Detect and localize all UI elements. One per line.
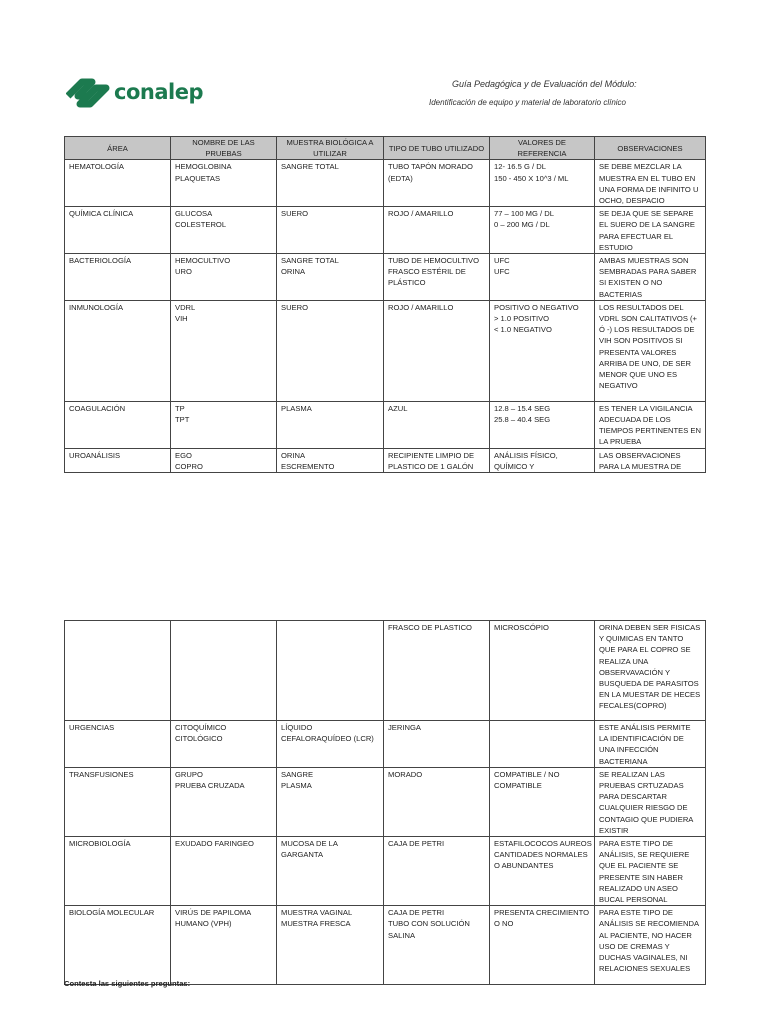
cell-line: VDRL [175, 302, 196, 312]
tests-cell [171, 300, 277, 401]
area-label: URGENCIAS [69, 723, 115, 732]
table-row [65, 300, 706, 401]
cell-line: TUBO CON SOLUCIÓN [388, 919, 470, 929]
cell-line: ROJO / AMARILLO [388, 302, 454, 312]
area-label: INMUNOLOGÍA [69, 302, 124, 312]
cell-line: MORADO [388, 769, 423, 779]
module-guide-title: Guía Pedagógica y de Evaluación del Módulo: [452, 79, 637, 89]
cell-line: SANGRE TOTAL [281, 256, 339, 266]
observation-text: PARA ESTE TIPO DE ANÁLISIS SE RECOMIENDA AL PACIENTE, NO HACER USO DE CREMAS Y DUCHAS VAGINALES, NI RELACIONES SEXUALES [599, 908, 699, 974]
observations-cell [595, 300, 706, 401]
tests-cell [171, 448, 277, 472]
cell-line: JERINGA [388, 723, 421, 732]
tube-cell [384, 448, 490, 472]
cell-line: 77 – 100 MG / DL [494, 209, 554, 219]
observation-text: ORINA DEBEN SER FISICAS Y QUIMICAS EN TANTO QUE PARA EL COPRO SE REALIZA UNA OBSERVAVACIÓN Y BUSQUEDA DE PARASITOS EN LA MUESTAR DE HECES FECALES(COPRO) [599, 623, 701, 711]
tests-cell [171, 160, 277, 207]
observation-text: PARA ESTE TIPO DE ANÁLISIS, SE REQUIERE QUE EL PACIENTE SE PRESENTE SIN HABER REALIZADO UN ASEO BUCAL PERSONAL [599, 839, 690, 905]
tube-cell [384, 767, 490, 836]
observations-cell [595, 254, 706, 301]
tube-cell [384, 207, 490, 254]
area-label: BIOLOGÍA MOLECULAR [69, 908, 155, 918]
col-header: NOMBRE DE LAS PRUEBAS [171, 137, 277, 160]
cell-line: CEFALORAQUÍDEO (LCR) [281, 734, 374, 744]
reference-cell [490, 767, 595, 836]
reference-cell [490, 448, 595, 472]
cell-line: TUBO TAPÓN MORADO [388, 162, 473, 172]
cell-line: CAJA DE PETRI [388, 908, 445, 918]
observations-cell [595, 906, 706, 985]
cell-line: MUCOSA DE LA [281, 839, 338, 849]
table-row [65, 448, 706, 472]
area-label: TRANSFUSIONES [69, 769, 134, 779]
observations-cell [595, 160, 706, 207]
col-header: MUESTRA BIOLÓGICA A UTILIZAR [277, 137, 384, 160]
area-cell [65, 767, 171, 836]
area-cell [65, 207, 171, 254]
cell-line: COMPATIBLE [494, 781, 542, 791]
sample-cell [277, 207, 384, 254]
cell-line: PLASMA [281, 781, 312, 791]
observation-text: ES TENER LA VIGILANCIA ADECUADA DE LOS TIEMPOS PERTINENTES EN LA PRUEBA [599, 403, 701, 447]
cell-line: PLÁSTICO [388, 278, 426, 288]
table-row [65, 767, 706, 836]
observations-cell [595, 837, 706, 906]
cell-line: MICROSCÓPIO [494, 623, 549, 632]
cell-line: UFC [494, 267, 510, 277]
cell-line: 0 – 200 MG / DL [494, 220, 550, 230]
cell-line: FRASCO DE PLASTICO [388, 623, 472, 632]
sample-cell [277, 300, 384, 401]
cell-line: 12.8 – 15.4 SEG [494, 403, 551, 413]
tube-cell [384, 906, 490, 985]
questions-prompt: Contesta las siguientes preguntas: [64, 979, 191, 988]
area-cell [65, 906, 171, 985]
area-cell [65, 300, 171, 401]
tube-cell [384, 300, 490, 401]
observations-cell [595, 721, 706, 768]
cell-line: > 1.0 POSITIVO [494, 314, 550, 324]
cell-line: GLUCOSA [175, 209, 213, 219]
module-subtitle: Identificación de equipo y material de laboratorio clínico [429, 98, 627, 107]
sample-cell [277, 254, 384, 301]
conalep-emblem-icon [66, 74, 110, 110]
cell-line: (EDTA) [388, 173, 413, 183]
tests-cell [171, 837, 277, 906]
cell-line: ORINA [281, 450, 306, 460]
tube-cell [384, 837, 490, 906]
cell-line: GARGANTA [281, 850, 324, 860]
col-header: ÁREA [65, 137, 171, 160]
cell-line: CAJA DE PETRI [388, 839, 445, 849]
observation-text: SE REALIZAN LAS PRUEBAS CRTUZADAS PARA DESCARTAR CUALQUIER RIESGO DE CONTAGIO QUE PUDIERA EXISTIR [599, 769, 693, 835]
observation-text: ESTE ANÁLISIS PERMITE LA IDENTIFICACIÓN DE UNA INFECCIÓN BACTERIANA [599, 723, 691, 766]
table-row [65, 207, 706, 254]
sample-cell [277, 721, 384, 768]
area-label: QUÍMICA CLÍNICA [69, 209, 134, 219]
cell-line: TPT [175, 415, 190, 425]
cell-line: GRUPO [175, 769, 203, 779]
cell-line: PLASMA [281, 403, 312, 413]
cell-line: URO [175, 267, 192, 277]
observation-text: LAS OBSERVACIONES PARA LA MUESTRA DE [599, 450, 682, 471]
tube-cell [384, 254, 490, 301]
area-cell [65, 621, 171, 721]
cell-line: PLASTICO DE 1 GALÓN [388, 461, 474, 471]
cell-line: HEMOCULTIVO [175, 256, 231, 266]
reference-cell [490, 401, 595, 448]
sample-cell [277, 906, 384, 985]
col-header: TIPO DE TUBO UTILIZADO [384, 137, 490, 160]
cell-line: VIRÚS DE PAPILOMA [175, 908, 252, 918]
cell-line: < 1.0 NEGATIVO [494, 325, 552, 335]
brand-name: conalep [114, 80, 203, 104]
observation-text: SE DEBE MEZCLAR LA MUESTRA EN EL TUBO EN UNA FORMA DE INFINITO U OCHO, DESPACIO [599, 162, 699, 206]
cell-line: MUESTRA VAGINAL [281, 908, 353, 918]
table-header-row [65, 137, 706, 160]
tests-cell [171, 207, 277, 254]
cell-line: QUÍMICO Y [494, 461, 535, 471]
table-row [65, 621, 706, 721]
tests-cell [171, 401, 277, 448]
observation-text: LOS RESULTADOS DEL VDRL SON CALITATIVOS (+ Ó -) LOS RESULTADOS DE VIH SON POSITIVOS SI PRESENTA VALORES ARRIBA DE UNO, DE SER MENOR QUE UNO ES NEGATIVO [599, 302, 697, 391]
observations-cell [595, 767, 706, 836]
cell-line: PRESENTA CRECIMIENTO [494, 908, 590, 918]
area-cell [65, 448, 171, 472]
area-cell [65, 837, 171, 906]
tube-cell [384, 721, 490, 768]
observations-cell [595, 207, 706, 254]
cell-line: SALINA [388, 930, 416, 940]
sample-cell [277, 160, 384, 207]
cell-line: 150 - 450 X 10^3 / ML [494, 173, 569, 183]
cell-line: SUERO [281, 302, 309, 312]
observations-cell [595, 448, 706, 472]
area-cell [65, 254, 171, 301]
cell-line: UFC [494, 256, 510, 266]
table-row [65, 721, 706, 768]
cell-line: COMPATIBLE / NO [494, 769, 560, 779]
cell-line: VIH [175, 314, 188, 324]
reference-cell [490, 160, 595, 207]
observations-cell [595, 401, 706, 448]
cell-line: O NO [494, 919, 514, 929]
cell-line: SUERO [281, 209, 309, 219]
cell-line: AZUL [388, 403, 408, 413]
area-cell [65, 401, 171, 448]
area-label: BACTERIOLOGÍA [69, 256, 132, 266]
reference-cell [490, 906, 595, 985]
cell-line: 12- 16.5 G / DL [494, 162, 546, 172]
tests-cell [171, 906, 277, 985]
cell-line: 25.8 – 40.4 SEG [494, 415, 551, 425]
tests-cell [171, 254, 277, 301]
cell-line: COLESTEROL [175, 220, 227, 230]
sample-cell [277, 621, 384, 721]
cell-line: ORINA [281, 267, 306, 277]
tube-cell [384, 401, 490, 448]
table-row [65, 254, 706, 301]
cell-line: ANÁLISIS FÍSICO, [494, 450, 558, 460]
lab-table-page2 [64, 620, 706, 985]
col-header: VALORES DE REFERENCIA [490, 137, 595, 160]
cell-line: HEMOGLOBINA [175, 162, 232, 172]
reference-cell [490, 721, 595, 768]
observation-text: AMBAS MUESTRAS SON SEMBRADAS PARA SABER SI EXISTEN O NO BACTERIAS [599, 256, 697, 299]
table-row [65, 837, 706, 906]
area-label: HEMATOLOGÍA [69, 162, 124, 172]
cell-line: RECIPIENTE LIMPIO DE [388, 450, 475, 460]
cell-line: ESTAFILOCOCOS AUREOS [494, 839, 592, 849]
reference-cell [490, 207, 595, 254]
sample-cell [277, 837, 384, 906]
cell-line: TUBO DE HEMOCULTIVO [388, 256, 479, 266]
reference-cell [490, 621, 595, 721]
cell-line: CANTIDADES NORMALES [494, 850, 588, 860]
area-label: UROANÁLISIS [69, 450, 121, 460]
sample-cell [277, 401, 384, 448]
cell-line: ESCREMENTO [281, 461, 335, 471]
area-cell [65, 160, 171, 207]
cell-line: POSITIVO O NEGATIVO [494, 302, 579, 312]
tube-cell [384, 621, 490, 721]
sample-cell [277, 767, 384, 836]
cell-line: COPRO [175, 461, 203, 471]
cell-line: ROJO / AMARILLO [388, 209, 454, 219]
reference-cell [490, 300, 595, 401]
area-cell [65, 721, 171, 768]
tests-cell [171, 721, 277, 768]
cell-line: LÍQUIDO [281, 723, 313, 732]
cell-line: SANGRE [281, 769, 314, 779]
cell-line: FRASCO ESTÉRIL DE [388, 267, 466, 277]
lab-table-page1 [64, 136, 706, 473]
cell-line: EXUDADO FARINGEO [175, 839, 254, 849]
observations-cell [595, 621, 706, 721]
reference-cell [490, 254, 595, 301]
table-row [65, 906, 706, 985]
reference-cell [490, 837, 595, 906]
cell-line: CITOQUÍMICO [175, 723, 227, 732]
cell-line: PLAQUETAS [175, 173, 221, 183]
tests-cell [171, 621, 277, 721]
area-label: COAGULACIÓN [69, 403, 126, 413]
conalep-logo [66, 74, 203, 110]
table-row [65, 401, 706, 448]
cell-line: MUESTRA FRESCA [281, 919, 351, 929]
observation-text: SE DEJA QUE SE SEPARE EL SUERO DE LA SANGRE PARA EFECTUAR EL ESTUDIO [599, 209, 695, 252]
col-header: OBSERVACIONES [595, 137, 706, 160]
table-row [65, 160, 706, 207]
cell-line: PRUEBA CRUZADA [175, 781, 245, 791]
cell-line: EGO [175, 450, 192, 460]
cell-line: HUMANO (VPH) [175, 919, 232, 929]
area-label: MICROBIOLOGÍA [69, 839, 131, 849]
cell-line: O ABUNDANTES [494, 861, 554, 871]
tube-cell [384, 160, 490, 207]
cell-line: TP [175, 403, 185, 413]
cell-line: SANGRE TOTAL [281, 162, 339, 172]
sample-cell [277, 448, 384, 472]
cell-line: CITOLÓGICO [175, 734, 223, 744]
tests-cell [171, 767, 277, 836]
